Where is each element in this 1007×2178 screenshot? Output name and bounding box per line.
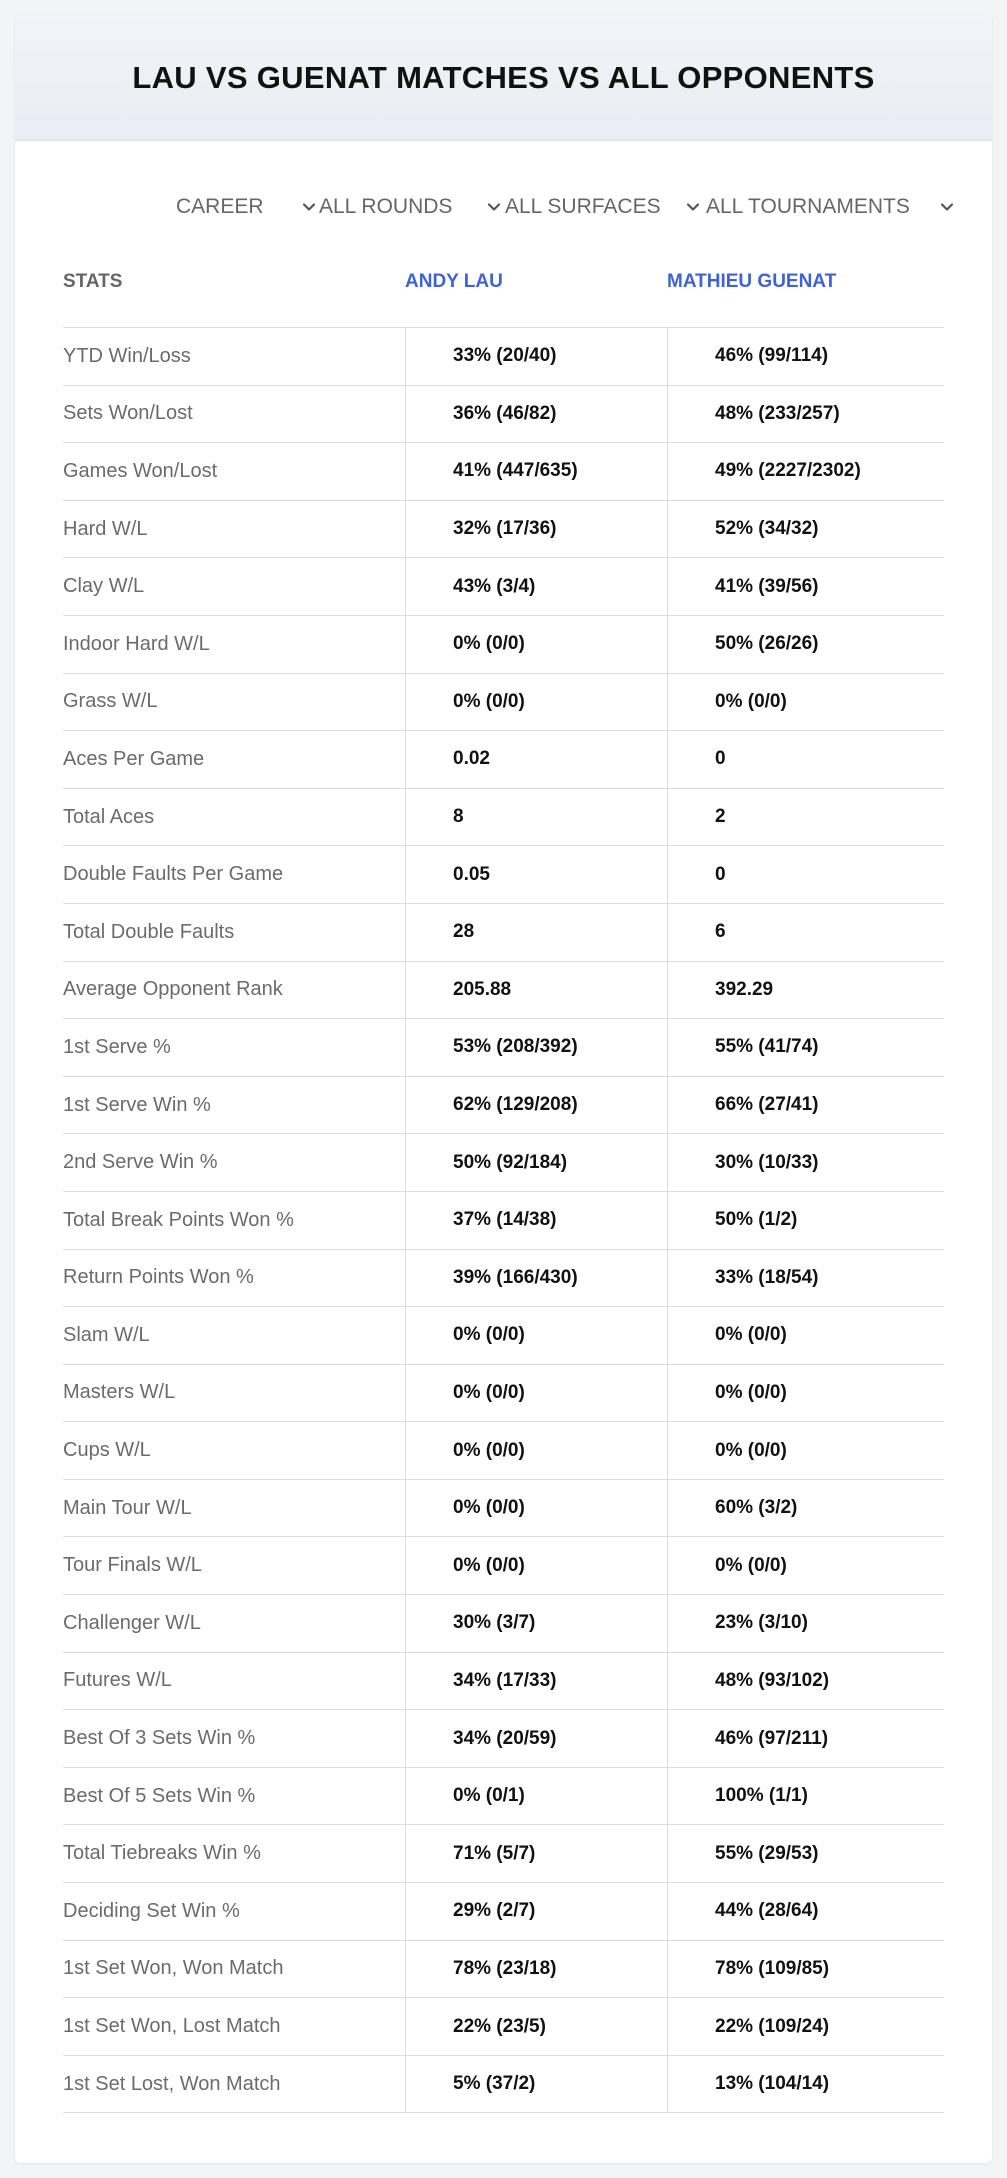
player2-value: 50% (26/26) xyxy=(715,633,819,655)
table-row xyxy=(63,1192,944,1250)
player2-column-header[interactable]: MATHIEU GUENAT xyxy=(667,271,837,292)
player1-value: 37% (14/38) xyxy=(453,1209,557,1231)
rounds-dropdown[interactable] xyxy=(319,187,501,227)
player1-value: 34% (20/59) xyxy=(453,1727,557,1749)
player1-value: 43% (3/4) xyxy=(453,575,536,597)
player2-value: 33% (18/54) xyxy=(715,1266,819,1288)
period-dropdown[interactable] xyxy=(176,187,316,227)
table-row xyxy=(63,1653,944,1711)
player1-value: 34% (17/33) xyxy=(453,1669,557,1691)
table-row xyxy=(63,1537,944,1595)
table-row xyxy=(63,1768,944,1826)
stat-label: Total Tiebreaks Win % xyxy=(63,1842,261,1865)
stats-table xyxy=(63,247,944,2113)
player1-value: 0.02 xyxy=(453,748,490,770)
player1-value: 8 xyxy=(453,806,464,828)
table-row xyxy=(63,1883,944,1941)
player1-value: 29% (2/7) xyxy=(453,1900,536,1922)
player1-value: 22% (23/5) xyxy=(453,2015,546,2037)
player2-value: 6 xyxy=(715,921,726,943)
stat-label: Tour Finals W/L xyxy=(63,1554,202,1577)
stat-label: 2nd Serve Win % xyxy=(63,1151,218,1174)
stat-label: Main Tour W/L xyxy=(63,1496,192,1519)
filter-bar xyxy=(15,187,992,227)
player1-value: 0.05 xyxy=(453,863,490,885)
stat-label: Aces Per Game xyxy=(63,747,205,770)
stat-label: Cups W/L xyxy=(63,1439,151,1462)
stat-label: Deciding Set Win % xyxy=(63,1899,240,1922)
table-row xyxy=(63,1019,944,1077)
table-row xyxy=(63,2056,944,2114)
player2-value: 48% (233/257) xyxy=(715,402,840,424)
player2-value: 41% (39/56) xyxy=(715,575,819,597)
stat-label: Return Points Won % xyxy=(63,1266,254,1289)
player1-value: 0% (0/0) xyxy=(453,1497,525,1519)
table-row xyxy=(63,1825,944,1883)
stat-label: Hard W/L xyxy=(63,517,148,540)
stat-label: Grass W/L xyxy=(63,690,158,713)
table-row xyxy=(63,1595,944,1653)
player1-value: 30% (3/7) xyxy=(453,1612,536,1634)
card-header xyxy=(15,15,992,141)
player1-value: 39% (166/430) xyxy=(453,1266,578,1288)
table-row xyxy=(63,846,944,904)
player2-value: 49% (2227/2302) xyxy=(715,460,861,482)
column-divider xyxy=(405,327,406,2112)
player2-value: 52% (34/32) xyxy=(715,518,819,540)
player2-value: 0% (0/0) xyxy=(715,690,787,712)
table-header xyxy=(63,247,944,328)
stat-label: Double Faults Per Game xyxy=(63,863,284,886)
rounds-dropdown-label: ALL ROUNDS xyxy=(319,195,453,218)
player2-value: 48% (93/102) xyxy=(715,1669,830,1691)
player2-value: 50% (1/2) xyxy=(715,1209,798,1231)
stat-label: 1st Serve % xyxy=(63,1035,171,1058)
player2-value: 30% (10/33) xyxy=(715,1151,819,1173)
table-row xyxy=(63,1710,944,1768)
player2-value: 66% (27/41) xyxy=(715,1094,819,1116)
table-row xyxy=(63,328,944,386)
chevron-down-icon xyxy=(940,200,954,214)
stat-label: Best Of 3 Sets Win % xyxy=(63,1727,256,1750)
stat-label: Clay W/L xyxy=(63,575,145,598)
table-row xyxy=(63,443,944,501)
player2-value: 0% (0/0) xyxy=(715,1381,787,1403)
player2-value: 23% (3/10) xyxy=(715,1612,808,1634)
table-row xyxy=(63,616,944,674)
page-title: LAU VS GUENAT MATCHES VS ALL OPPONENTS xyxy=(132,59,875,95)
player1-value: 33% (20/40) xyxy=(453,345,557,367)
column-divider xyxy=(667,327,668,2112)
player1-value: 36% (46/82) xyxy=(453,402,557,424)
stat-label: 1st Set Won, Lost Match xyxy=(63,2015,281,2038)
table-body xyxy=(63,328,944,2113)
chevron-down-icon xyxy=(302,200,316,214)
player1-value: 41% (447/635) xyxy=(453,460,578,482)
player2-value: 22% (109/24) xyxy=(715,2015,830,2037)
table-row xyxy=(63,1077,944,1135)
player2-value: 0 xyxy=(715,863,726,885)
table-row xyxy=(63,1365,944,1423)
chevron-down-icon xyxy=(487,200,501,214)
player2-value: 55% (29/53) xyxy=(715,1842,819,1864)
table-row xyxy=(63,558,944,616)
player2-value: 46% (99/114) xyxy=(715,345,829,367)
player2-value: 2 xyxy=(715,806,726,828)
stat-label: 1st Set Lost, Won Match xyxy=(63,2072,281,2095)
player2-value: 46% (97/211) xyxy=(715,1727,829,1749)
surfaces-dropdown[interactable] xyxy=(505,187,700,227)
player1-value: 0% (0/1) xyxy=(453,1785,525,1807)
player1-value: 0% (0/0) xyxy=(453,1439,525,1461)
stat-label: Games Won/Lost xyxy=(63,459,218,482)
stat-label: 1st Serve Win % xyxy=(63,1093,211,1116)
player2-value: 55% (41/74) xyxy=(715,1036,819,1058)
player1-value: 62% (129/208) xyxy=(453,1094,578,1116)
table-row xyxy=(63,1941,944,1999)
player1-value: 32% (17/36) xyxy=(453,518,557,540)
table-row xyxy=(63,731,944,789)
player1-value: 71% (5/7) xyxy=(453,1842,536,1864)
stat-label: Total Break Points Won % xyxy=(63,1208,294,1231)
table-row xyxy=(63,1998,944,2056)
player1-value: 205.88 xyxy=(453,978,512,1000)
player2-value: 78% (109/85) xyxy=(715,1957,830,1979)
player1-value: 50% (92/184) xyxy=(453,1151,568,1173)
surfaces-dropdown-label: ALL SURFACES xyxy=(505,195,661,218)
player1-value: 28 xyxy=(453,921,475,943)
player2-value: 100% (1/1) xyxy=(715,1785,808,1807)
table-row xyxy=(63,1250,944,1308)
player1-value: 0% (0/0) xyxy=(453,1324,525,1346)
table-row xyxy=(63,674,944,732)
player2-value: 0% (0/0) xyxy=(715,1324,787,1346)
player1-value: 53% (208/392) xyxy=(453,1036,578,1058)
stat-label: Slam W/L xyxy=(63,1323,150,1346)
player1-value: 0% (0/0) xyxy=(453,1554,525,1576)
stat-label: 1st Set Won, Won Match xyxy=(63,1957,284,1980)
stat-label: Masters W/L xyxy=(63,1381,176,1404)
stat-label: Total Aces xyxy=(63,805,155,828)
tournaments-dropdown[interactable] xyxy=(706,187,954,227)
stat-label: Sets Won/Lost xyxy=(63,402,193,425)
stat-label: Total Double Faults xyxy=(63,920,235,943)
table-row xyxy=(63,1422,944,1480)
player1-value: 0% (0/0) xyxy=(453,633,525,655)
stat-label: Best Of 5 Sets Win % xyxy=(63,1784,256,1807)
player2-value: 0% (0/0) xyxy=(715,1554,787,1576)
table-row xyxy=(63,1134,944,1192)
stat-label: Futures W/L xyxy=(63,1669,172,1692)
player2-value: 44% (28/64) xyxy=(715,1900,819,1922)
table-row xyxy=(63,386,944,444)
stat-label: Indoor Hard W/L xyxy=(63,632,210,655)
player2-value: 0% (0/0) xyxy=(715,1439,787,1461)
player2-value: 0 xyxy=(715,748,726,770)
player2-value: 60% (3/2) xyxy=(715,1497,798,1519)
table-row xyxy=(63,1307,944,1365)
period-dropdown-label: CAREER xyxy=(176,195,264,218)
stats-column-header: STATS xyxy=(63,271,123,292)
table-row xyxy=(63,904,944,962)
tournaments-dropdown-label: ALL TOURNAMENTS xyxy=(706,195,910,218)
player1-value: 78% (23/18) xyxy=(453,1957,557,1979)
player1-value: 5% (37/2) xyxy=(453,2073,536,2095)
table-row xyxy=(63,789,944,847)
player2-value: 13% (104/14) xyxy=(715,2073,830,2095)
stat-label: Challenger W/L xyxy=(63,1611,201,1634)
table-row xyxy=(63,501,944,559)
table-row xyxy=(63,1480,944,1538)
player1-value: 0% (0/0) xyxy=(453,1381,525,1403)
player1-value: 0% (0/0) xyxy=(453,690,525,712)
table-row xyxy=(63,962,944,1020)
chevron-down-icon xyxy=(686,200,700,214)
stat-label: Average Opponent Rank xyxy=(63,978,283,1001)
stat-label: YTD Win/Loss xyxy=(63,344,191,367)
player1-column-header[interactable]: ANDY LAU xyxy=(405,271,503,292)
stats-card xyxy=(15,15,992,2163)
player2-value: 392.29 xyxy=(715,978,774,1000)
